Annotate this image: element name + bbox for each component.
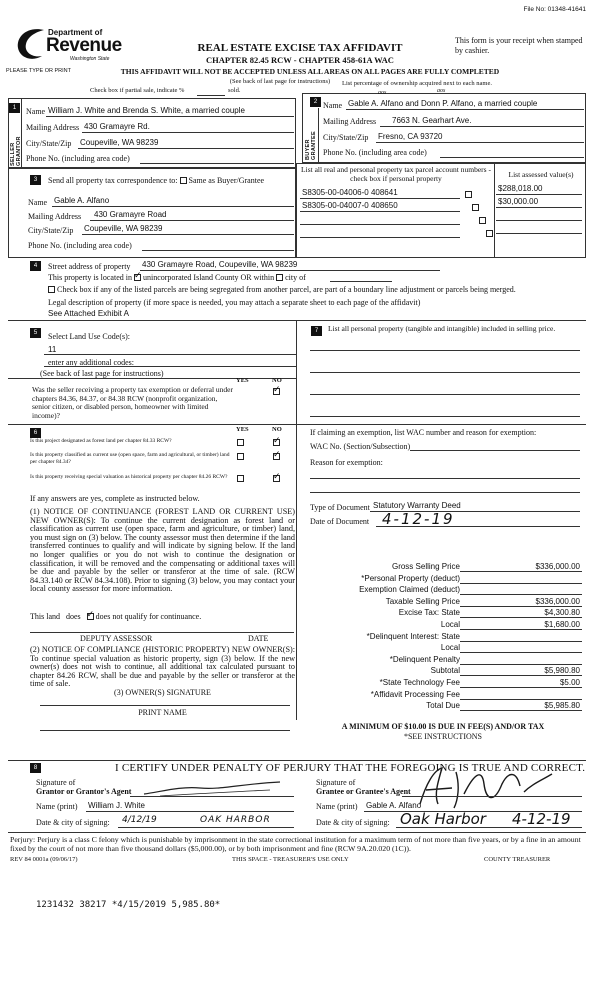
grantor-sig-label: Signature of Grantor or Grantor's Agent <box>36 778 132 796</box>
grantee-sig-label: Signature of Grantee or Grantee's Agent <box>316 778 411 796</box>
buyer-name-field[interactable]: Gable A. Alfano and Donn P. Alfano, a married couple <box>348 99 538 108</box>
section-1-number: 1 <box>9 103 20 113</box>
wac-claim-label: If claiming an exemption, list WAC number and reason for exemption: <box>310 428 537 437</box>
grantee-signature[interactable] <box>412 764 562 810</box>
same-as-buyer-checkbox[interactable] <box>180 177 187 184</box>
exemption-no-checkbox[interactable] <box>273 387 280 396</box>
wac-no-label: WAC No. (Section/Subsection) <box>310 442 411 451</box>
calc-row <box>310 585 582 596</box>
street-label: Street address of property <box>48 262 131 271</box>
calc-row-label: Local <box>440 620 460 629</box>
seller-name-label: Name <box>26 107 46 116</box>
buyer-pct-mark-1: aos <box>378 90 387 96</box>
calc-row-value[interactable]: $5,980.80 <box>544 666 580 676</box>
dept-name: Revenue <box>46 35 122 56</box>
land-use-code-field[interactable]: 11 <box>48 345 57 354</box>
calc-row <box>310 597 582 608</box>
does-not-checkbox[interactable] <box>87 613 94 620</box>
calc-row <box>310 643 582 654</box>
form-chapter: CHAPTER 82.45 RCW - CHAPTER 458-61A WAC <box>206 55 394 65</box>
buyer-city-field[interactable]: Fresno, CA 93720 <box>378 132 443 141</box>
grantor-name-field[interactable]: William J. White <box>88 801 145 810</box>
calc-row <box>310 574 582 585</box>
dor-logo <box>12 22 122 68</box>
calc-row-label: *Personal Property (deduct) <box>361 573 460 583</box>
file-number: File No: 01348-41641 <box>523 6 586 13</box>
grantor-date-city-label: Date & city of signing: <box>36 818 110 827</box>
not-accepted-warning: THIS AFFIDAVIT WILL NOT BE ACCEPTED UNLESS ALL AREAS ON ALL PAGES ARE FULLY COMPLETED <box>120 67 500 76</box>
calc-row-label: *Affidavit Processing Fee <box>370 689 460 699</box>
county-treasurer-label: COUNTY TREASURER <box>484 856 551 863</box>
buyer-phone-label: Phone No. (including area code) <box>323 148 427 157</box>
within-city-checkbox[interactable] <box>276 274 283 281</box>
buyer-mail-field[interactable]: 7663 N. Gearhart Ave. <box>392 116 472 125</box>
grantee-date-field[interactable]: 4-12-19 <box>512 810 571 828</box>
personal-property-checkbox[interactable] <box>472 204 479 211</box>
section-4-number: 4 <box>30 261 41 271</box>
section-8-number: 8 <box>30 763 41 773</box>
treasurer-space-label: THIS SPACE - TREASURER'S USE ONLY <box>232 856 349 863</box>
calc-row <box>310 620 582 631</box>
corr-city-label: City/State/Zip <box>28 226 74 235</box>
section-7-number: 7 <box>311 326 322 336</box>
calc-row <box>310 632 582 643</box>
segregated-line: Check box if any of the listed parcels are being segregated from another parcel, are part of a boundary line adjustment or parcels being merged. <box>48 285 516 294</box>
grantor-date-field[interactable]: 4/12/19 <box>122 815 157 825</box>
legal-desc-label: Legal description of property (if more space is needed, you may attach a separate sheet to each page of the affidavit) <box>48 298 421 307</box>
receipt-note: This form is your receipt when stamped by cashier. <box>455 36 583 55</box>
calc-row-label: Excise Tax: State <box>398 608 460 618</box>
grantee-date-city-label: Date & city of signing: <box>316 818 390 827</box>
deputy-assessor-label: DEPUTY ASSESSOR <box>80 634 153 643</box>
seller-mail-label: Mailing Address <box>26 123 80 132</box>
seller-mail-field[interactable]: 430 Gramayre Rd. <box>84 122 150 131</box>
certify-statement: I CERTIFY UNDER PENALTY OF PERJURY THAT THE FOREGOING IS TRUE AND CORRECT. <box>115 762 586 774</box>
notice-of-compliance: (2) NOTICE OF COMPLIANCE (HISTORIC PROPERTY) NEW OWNER(S): To continue special valuation as historic property, sign (3) below. If the new owner(s) does not wish to continue, all additional tax calculated pursuant to chapter 84.26 RCW, shall be due and payable by the seller or transferor at the time of sale. <box>30 645 295 689</box>
current-use-no-checkbox[interactable] <box>273 452 280 461</box>
grantee-name-print-label: Name (print) <box>316 802 358 811</box>
calc-row-label: *Delinquent Interest: State <box>366 631 460 641</box>
other-codes-label: enter any additional codes: <box>48 358 134 367</box>
calc-row-label: *Delinquent Penalty <box>389 654 460 664</box>
corr-mail-label: Mailing Address <box>28 212 82 221</box>
partial-sale-label: Check box if partial sale, indicate % <box>90 87 185 94</box>
calc-row <box>310 562 582 573</box>
legal-desc-field[interactable]: See Attached Exhibit A <box>48 309 129 318</box>
forest-land-question: Is this project designated as forest land per chapter 84.33 RCW? <box>30 438 172 444</box>
doc-date-label: Date of Document <box>310 517 370 526</box>
see-back-note: (See back of last page for instructions) <box>229 78 331 85</box>
type-or-print: PLEASE TYPE OR PRINT <box>6 68 72 74</box>
sold-label: sold. <box>228 87 241 94</box>
perjury-notice: Perjury: Perjury is a class C felony which is punishable by imprisonment in the state correctional institution for a maximum term of not more than five years, or by a fine in an amount fixed by the court of not more than five thousand dollars ($5,000.00), or by both imprisonment and fine (RCW 9A.20.020 (1C)). <box>10 835 581 853</box>
historic-question: Is this property receiving special valuation as historical property per chapter 84.26 RCW? <box>30 474 228 480</box>
current-use-question: Is this property classified as current use (open space, farm and agricultural, or timber) land per chapter 84.34? <box>30 452 230 465</box>
buyer-side-label: BUYER GRANTEE <box>305 131 317 160</box>
assessed-value-field[interactable]: $288,018.00 <box>498 184 543 193</box>
corr-name-field[interactable]: Gable A. Alfano <box>54 196 110 205</box>
grantor-name-print-label: Name (print) <box>36 802 78 811</box>
calc-row-label: Total Due <box>426 701 460 711</box>
grantee-city-field[interactable]: Oak Harbor <box>400 810 486 828</box>
notice-of-continuance: (1) NOTICE OF CONTINUANCE (FOREST LAND OR CURRENT USE) NEW OWNER(S): To continue the current designation as forest land or classification as current use (open space, farm and agriculture, or timber) land, you must sign on (3) below. The county assessor must then determine if the land transferred continues to qualify and will indicate by signing below. If the land no longer qualifies or you do not wish to continue the designation or classification, it will be removed and the compensating or additional taxes will be due and payable by the seller or transferor at the time of sale. (RCW 84.33.140 or RCW 84.34.108). Prior to signing (3) below, you may contact your local county assessor for more information. <box>30 507 295 594</box>
calc-row-value[interactable]: $5,985.80 <box>544 701 580 711</box>
form-title: REAL ESTATE EXCISE TAX AFFIDAVIT <box>197 42 403 54</box>
corr-city-field[interactable]: Coupeville, WA 98239 <box>84 224 163 233</box>
land-use-label: Select Land Use Code(s): <box>48 332 130 341</box>
deputy-date-label: DATE <box>248 634 269 643</box>
exemption-question: Was the seller receiving a property tax exemption or deferral under chapters 84.36, 84.37, or 84.38 RCW (nonprofit organization, senior citizen, or disabled person, homeowner with limited income)? <box>32 385 233 420</box>
parcels-header: List all real and personal property tax parcel account numbers - check box if personal property <box>301 165 491 183</box>
buyer-name-label: Name <box>323 101 343 110</box>
personal-property-checkbox[interactable] <box>479 217 486 224</box>
calc-row <box>310 690 582 701</box>
this-land-line: This land does ✓ does not qualify for continuance. <box>30 612 201 621</box>
corr-name-label: Name <box>28 198 48 207</box>
forest-no-checkbox[interactable] <box>273 438 280 447</box>
calc-row-value[interactable]: $336,000.00 <box>535 596 580 606</box>
calc-row-value[interactable]: $4,300.80 <box>544 608 580 618</box>
calc-row-value[interactable]: $336,000.00 <box>535 562 580 571</box>
calc-row <box>310 666 582 677</box>
dept-top: Department of <box>48 28 103 37</box>
calc-row-value[interactable]: $1,680.00 <box>544 620 580 629</box>
unincorporated-checkbox[interactable] <box>134 274 141 281</box>
owner-signature-label: (3) OWNER(S) SIGNATURE <box>114 688 211 697</box>
parcel-number-field[interactable]: S8305-00-04006-0 408641 <box>302 188 398 197</box>
calc-row <box>310 678 582 689</box>
assessed-header: List assessed value(s) <box>508 170 574 179</box>
calc-row-label: *State Technology Fee <box>379 678 460 687</box>
grantor-city-field[interactable]: OAK HARBOR <box>200 815 271 825</box>
calc-row <box>310 701 582 712</box>
see-instructions-note: *SEE INSTRUCTIONS <box>403 732 482 741</box>
corr-phone-label: Phone No. (including area code) <box>28 241 132 250</box>
seller-name-field[interactable]: William J. White and Brenda S. White, a married couple <box>48 106 245 115</box>
parcel-number-field[interactable]: S8305-00-04007-0 408650 <box>302 201 398 210</box>
buyer-city-label: City/State/Zip <box>323 133 369 142</box>
calc-row <box>310 655 582 666</box>
buyer-mail-label: Mailing Address <box>323 117 377 126</box>
calc-row-label: Taxable Selling Price <box>385 596 460 606</box>
seller-side-label: SELLER GRANTOR <box>10 136 22 166</box>
seller-phone-label: Phone No. (including area code) <box>26 154 130 163</box>
located-in-line: This property is located in ✓ unincorporated Island County OR within city of <box>48 273 306 282</box>
rev-number: REV 84 0001a (09/06/17) <box>10 856 78 863</box>
corr-mail-field[interactable]: 430 Gramayre Road <box>94 210 167 219</box>
street-field[interactable]: 430 Gramayre Road, Coupeville, WA 98239 <box>142 260 298 269</box>
segregated-checkbox[interactable] <box>48 286 55 293</box>
buyer-pct-mark-2: aos <box>437 88 446 94</box>
grantee-name-field[interactable]: Gable A. Alfano <box>366 801 422 810</box>
s6-no-header: NO <box>272 426 282 433</box>
assessed-value-field[interactable]: $30,000.00 <box>498 197 539 206</box>
personal-property-checkbox[interactable] <box>465 191 472 198</box>
section-3-number: 3 <box>30 175 41 185</box>
minimum-due-note: A MINIMUM OF $10.00 IS DUE IN FEE(S) AND/OR TAX <box>341 722 545 731</box>
seller-city-field[interactable]: Coupeville, WA 98239 <box>80 138 159 147</box>
calc-row-label: Exemption Claimed (deduct) <box>359 585 460 595</box>
section-6-number: 6 <box>30 428 41 438</box>
land-use-see-back: (See back of last page for instructions) <box>40 369 164 378</box>
calc-row <box>310 608 582 619</box>
forest-yes-checkbox[interactable] <box>237 438 244 447</box>
print-name-label: PRINT NAME <box>138 708 187 717</box>
treasurer-stamp: 1231432 38217 *4/15/2019 5,985.80* <box>36 900 221 910</box>
calc-row-label: Subtotal <box>430 666 460 676</box>
pct-ownership-note: List percentage of ownership acquired next to each name. <box>342 80 492 87</box>
historic-no-checkbox[interactable] <box>273 474 280 483</box>
s5-yes-header: YES <box>236 377 249 384</box>
historic-yes-checkbox[interactable] <box>237 474 244 483</box>
current-use-yes-checkbox[interactable] <box>237 452 244 461</box>
reason-label: Reason for exemption: <box>310 458 383 467</box>
if-yes-note: If any answers are yes, complete as instructed below. <box>30 494 200 503</box>
personal-property-checkbox[interactable] <box>486 230 493 237</box>
s5-no-header: NO <box>272 377 282 384</box>
personal-property-label: List all personal property (tangible and intangible) included in selling price. <box>328 324 556 333</box>
dept-state: Washington State <box>70 56 110 62</box>
calc-row-label: Gross Selling Price <box>391 562 460 571</box>
section-2-number: 2 <box>310 97 321 107</box>
section-5-number: 5 <box>30 328 41 338</box>
doc-type-label: Type of Document <box>310 503 370 512</box>
s6-yes-header: YES <box>236 426 249 433</box>
calc-row-value[interactable]: $5.00 <box>559 678 580 687</box>
correspondence-label: Send all property tax correspondence to: Same as Buyer/Grantee <box>48 176 265 185</box>
doc-date-field[interactable]: 4-12-19 <box>382 510 455 528</box>
seller-city-label: City/State/Zip <box>26 139 72 148</box>
doc-type-field[interactable]: Statutory Warranty Deed <box>373 501 461 510</box>
calc-row-label: Local <box>440 643 460 653</box>
